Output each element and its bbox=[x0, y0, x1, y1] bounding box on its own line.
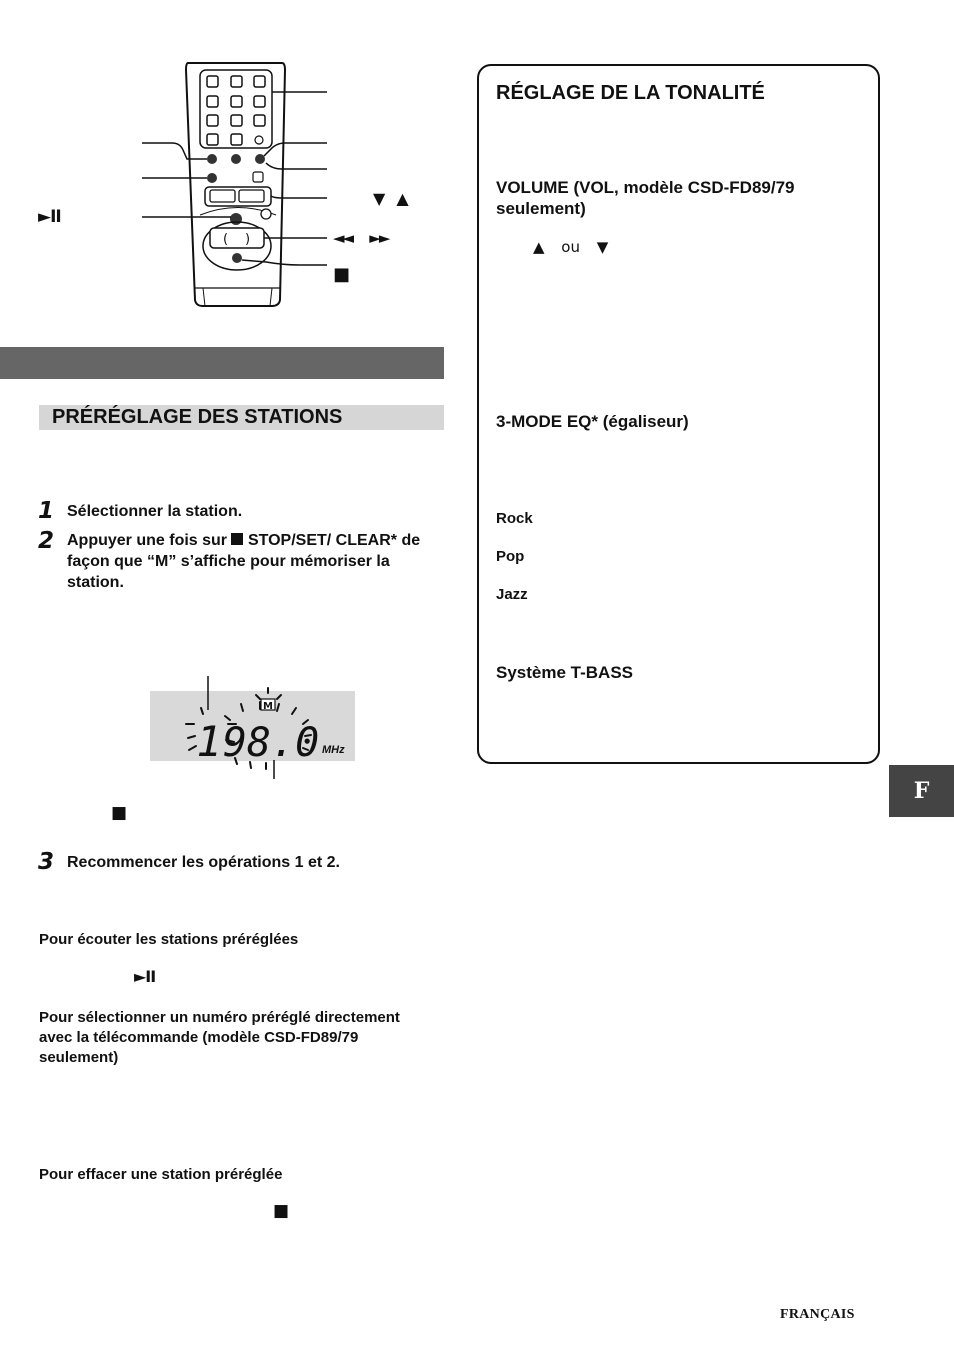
language-tab: F bbox=[889, 765, 954, 817]
step-number-2: 2 bbox=[38, 528, 55, 554]
lcd-display-graphics bbox=[150, 670, 355, 780]
step-number-3: 3 bbox=[38, 849, 55, 875]
svg-text:(: ( bbox=[223, 232, 229, 247]
erase-heading: Pour effacer une station préréglée bbox=[39, 1166, 283, 1183]
lcd-memory-mark: M bbox=[263, 701, 273, 712]
eq-heading: 3-MODE EQ* (égaliseur) bbox=[496, 412, 689, 431]
stop-symbol-note: ■ bbox=[111, 803, 128, 823]
eq-mode-pop: Pop bbox=[496, 548, 525, 565]
tone-heading: RÉGLAGE DE LA TONALITÉ bbox=[496, 82, 765, 104]
eq-mode-rock: Rock bbox=[496, 510, 533, 527]
preset-heading: PRÉRÉGLAGE DES STATIONS bbox=[52, 406, 343, 428]
step-2-text-before: Appuyer une fois sur bbox=[67, 532, 228, 549]
step-3-text: Recommencer les opérations 1 et 2. bbox=[67, 854, 340, 871]
erase-stop-symbol: ■ bbox=[273, 1201, 290, 1221]
lcd-unit: MHz bbox=[322, 744, 345, 756]
play-pause-label: ►II bbox=[38, 207, 61, 227]
direct-select-heading: Pour sélectionner un numéro préréglé directement avec la télécommande (modèle CSD-FD89/79 seulement) bbox=[39, 1009, 400, 1066]
step-2-text-after: STOP/SET/ CLEAR* de façon que “M” s’affiche pour mémoriser la station. bbox=[67, 532, 421, 591]
remote-control-illustration bbox=[30, 55, 450, 315]
tbass-heading: Système T-BASS bbox=[496, 663, 633, 682]
step-1-text: Sélectionner la station. bbox=[67, 503, 243, 520]
step-number-1: 1 bbox=[38, 498, 55, 524]
footer-language: FRANÇAIS bbox=[780, 1307, 855, 1322]
down-up-label: ▼ ▲ bbox=[373, 189, 409, 208]
rew-ff-label: ◄◄ ►► bbox=[333, 229, 389, 247]
lcd-frequency: 98.0 bbox=[222, 720, 320, 766]
lcd-preset-digit: 1 bbox=[196, 717, 222, 766]
svg-text:): ) bbox=[245, 232, 251, 247]
section-band bbox=[0, 347, 444, 379]
stop-label: ■ bbox=[333, 264, 351, 285]
play-symbol-note: ►II bbox=[134, 967, 156, 986]
step-2-text bbox=[67, 530, 442, 593]
eq-mode-jazz: Jazz bbox=[496, 586, 528, 603]
stop-square-icon bbox=[231, 533, 243, 545]
listen-heading: Pour écouter les stations préréglées bbox=[39, 931, 299, 948]
volume-heading: VOLUME (VOL, modèle CSD-FD89/79 seulement) bbox=[496, 178, 795, 218]
volume-symbols: ▲ ou ▼ bbox=[533, 238, 609, 256]
